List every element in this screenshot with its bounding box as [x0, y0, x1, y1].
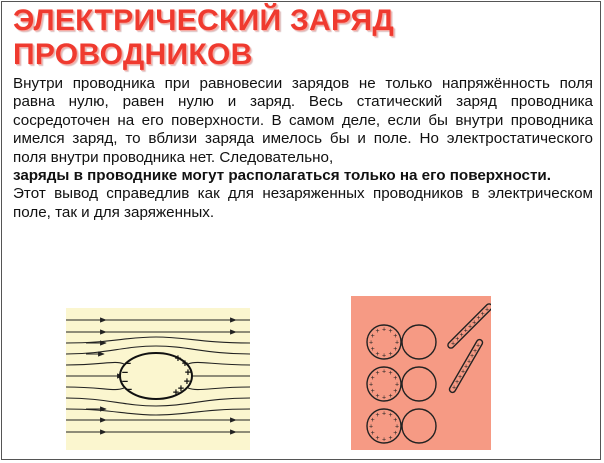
surface-charge-plus: + — [475, 342, 481, 350]
surface-charge-plus: + — [375, 392, 380, 400]
surface-charge-plus: + — [467, 323, 473, 331]
title-line-2: ПРОВОДНИКОВ — [13, 38, 253, 71]
surface-charge-plus: + — [388, 350, 393, 358]
body-text — [13, 75, 593, 222]
charge-plus: + — [174, 353, 182, 365]
surface-charge-plus: + — [393, 388, 398, 395]
surface-charge-plus: + — [375, 370, 380, 378]
surface-charge-plus: + — [370, 430, 375, 437]
title-line-1: ЭЛЕКТРИЧЕСКИЙ ЗАРЯД — [13, 4, 395, 37]
surface-charge-plus: + — [457, 373, 463, 381]
surface-charge-plus: + — [484, 306, 490, 314]
surface-charge-plus: + — [370, 375, 375, 382]
surface-charge-plus: + — [368, 339, 374, 347]
charge-plus: + — [181, 358, 189, 370]
surface-charge-plus: + — [388, 434, 393, 442]
surface-charge-plus: + — [459, 332, 464, 339]
surface-charge-plus: + — [393, 333, 398, 340]
surface-charge-plus: + — [375, 328, 380, 336]
surface-charge-plus: + — [375, 350, 380, 358]
paragraph-conclusion: заряды в проводнике могут располагаться только на его поверхности. — [13, 167, 551, 185]
charge-plus: + — [172, 387, 180, 399]
charge-minus: − — [125, 384, 133, 396]
surface-charge-plus: + — [472, 347, 478, 355]
paragraph-note: Этот вывод справедлив как для незаряженных проводников в электрическом поле, так и для заряженных. — [13, 185, 593, 221]
surface-charge-plus: + — [393, 346, 398, 353]
surface-charge-plus: + — [476, 315, 481, 322]
charge-plus: + — [184, 367, 192, 379]
surface-charge-plus: + — [469, 353, 475, 361]
surface-charge-plus: + — [388, 328, 393, 336]
paragraph-intro: Внутри проводника при равновесии зарядов не только напряжённость поля равна нулю, равен нулю и заряд. Весь статический заряд проводника сосредоточен на его поверхности. В самом деле, если бы внутри проводника имелся заряд, то вблизи заряда имелось бы и поле. Но электростатического поля внутри проводника нет. Следовательно, — [13, 75, 593, 166]
surface-charge-plus: + — [370, 417, 375, 424]
surface-charge-plus: + — [381, 436, 387, 444]
surface-charge-plus: + — [451, 384, 457, 392]
surface-charge-plus: + — [368, 381, 374, 389]
surface-charge-plus: + — [381, 326, 387, 334]
surface-charge-plus: + — [370, 388, 375, 395]
surface-charge-plus: + — [375, 412, 380, 420]
surface-charge-plus: + — [450, 340, 456, 348]
surface-charge-plus: + — [460, 368, 466, 376]
surface-charge-plus: + — [388, 392, 393, 400]
surface-charge-plus: + — [381, 394, 387, 402]
conductor-in-field-figure — [66, 308, 250, 450]
surface-charge-plus: + — [455, 336, 460, 344]
charge-minus: − — [124, 358, 132, 370]
charged-conductors-figure — [351, 296, 491, 450]
surface-charge-plus: + — [370, 346, 375, 353]
surface-charge-plus: + — [394, 423, 400, 431]
surface-charge-plus: + — [381, 368, 387, 376]
surface-charge-plus: + — [381, 410, 387, 418]
charge-minus: − — [121, 367, 129, 379]
surface-charge-plus: + — [388, 370, 393, 378]
surface-charge-plus: + — [393, 430, 398, 437]
charge-plus: + — [183, 376, 191, 388]
surface-charge-plus: + — [466, 358, 472, 366]
surface-charge-plus: + — [463, 363, 469, 371]
surface-charge-plus: + — [472, 319, 477, 327]
surface-charge-plus: + — [454, 379, 460, 387]
surface-charge-plus: + — [393, 417, 398, 424]
surface-charge-plus: + — [370, 333, 375, 340]
surface-charge-plus: + — [394, 381, 400, 389]
surface-charge-plus: + — [375, 434, 380, 442]
charge-minus: − — [121, 376, 129, 388]
surface-charge-plus: + — [463, 327, 468, 335]
charge-plus: + — [177, 383, 185, 395]
surface-charge-plus: + — [368, 423, 374, 431]
surface-charge-plus: + — [394, 339, 400, 347]
surface-charge-plus: + — [388, 412, 393, 420]
surface-charge-plus: + — [381, 352, 387, 360]
surface-charge-plus: + — [480, 310, 485, 318]
surface-charge-plus: + — [393, 375, 398, 382]
